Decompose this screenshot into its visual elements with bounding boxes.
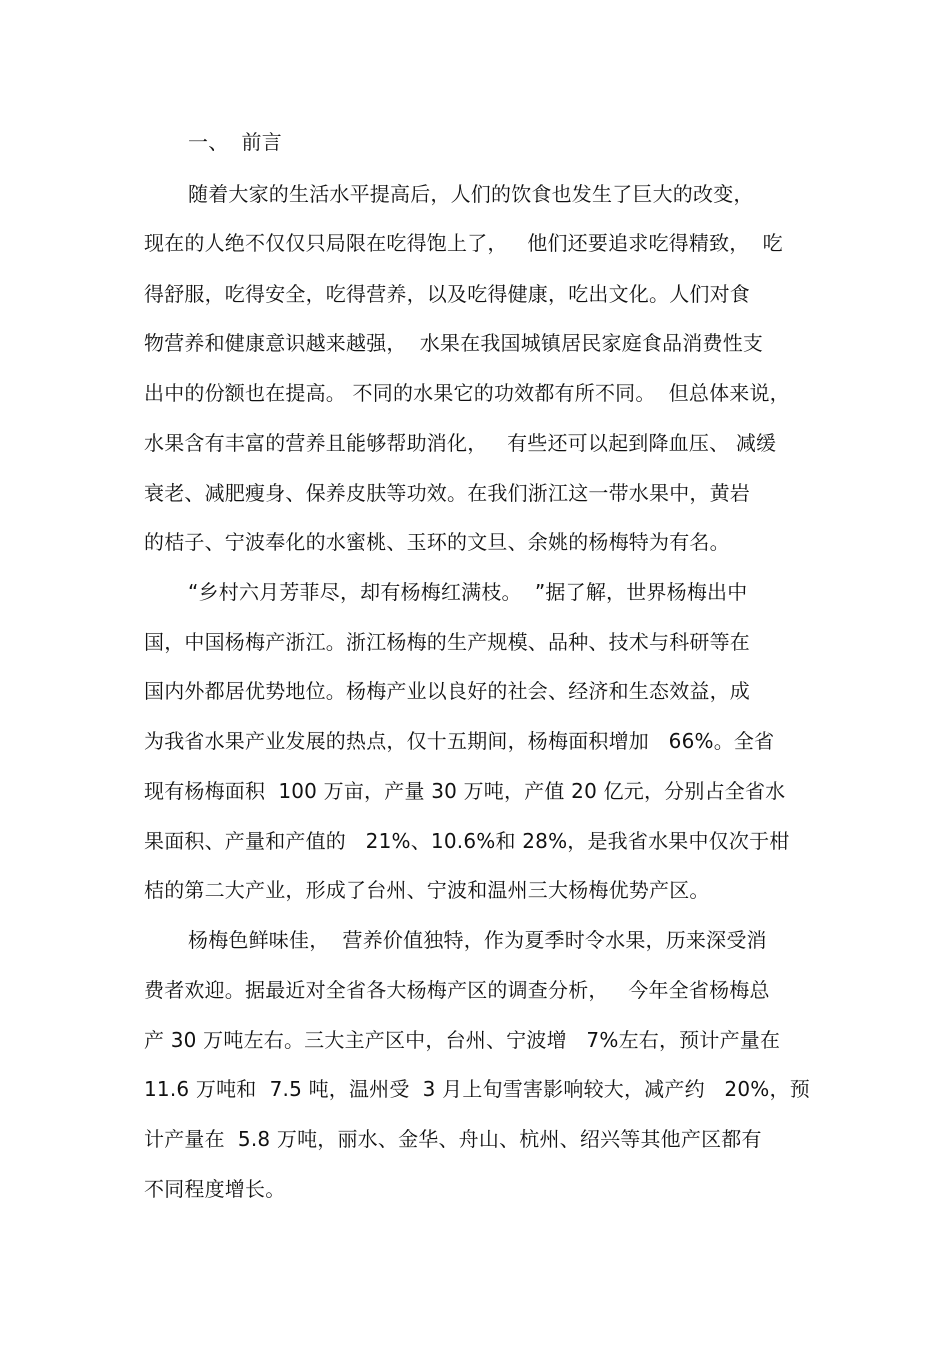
paragraph-3-line-5: 计产量在 5.8 万吨，丽水、金华、舟山、杭州、绍兴等其他产区都有 <box>144 1127 762 1151</box>
paragraph-3-line-4: 11.6 万吨和 7.5 吨，温州受 3 月上旬雪害影响较大，减产约 20%，预 <box>144 1077 810 1101</box>
paragraph-1-line-4: 物营养和健康意识越来越强， 水果在我国城镇居民家庭食品消费性支 <box>144 331 764 355</box>
paragraph-2-line-5: 现有杨梅面积 100 万亩，产量 30 万吨，产值 20 亿元，分别占全省水 <box>144 779 786 803</box>
paragraph-3-line-3: 产 30 万吨左右。三大主产区中，台州、宁波增 7%左右，预计产量在 <box>144 1028 781 1052</box>
paragraph-2-line-1: “乡村六月芳菲尽，却有杨梅红满枝。 ”据了解，世界杨梅出中 <box>188 580 748 604</box>
paragraph-2-line-7: 桔的第二大产业，形成了台州、宁波和温州三大杨梅优势产区。 <box>144 878 710 902</box>
paragraph-2-line-3: 国内外都居优势地位。杨梅产业以良好的社会、经济和生态效益，成 <box>144 679 750 703</box>
paragraph-2-line-2: 国，中国杨梅产浙江。浙江杨梅的生产规模、品种、技术与科研等在 <box>144 630 750 654</box>
paragraph-2-line-6: 果面积、产量和产值的 21%、10.6%和 28%，是我省水果中仅次于柑 <box>144 829 790 853</box>
section-heading: 一、 前言 <box>188 130 282 154</box>
paragraph-1-line-1: 随着大家的生活水平提高后，人们的饮食也发生了巨大的改变， <box>188 182 754 206</box>
paragraph-1-line-3: 得舒服，吃得安全，吃得营养，以及吃得健康，吃出文化。人们对食 <box>144 282 750 306</box>
paragraph-1-line-2: 现在的人绝不仅仅只局限在吃得饱上了， 他们还要追求吃得精致， 吃 <box>144 231 783 255</box>
paragraph-1-line-6: 水果含有丰富的营养且能够帮助消化， 有些还可以起到降血压、 减缓 <box>144 431 777 455</box>
paragraph-1-line-5: 出中的份额也在提高。 不同的水果它的功效都有所不同。 但总体来说， <box>144 381 790 405</box>
paragraph-2-line-4: 为我省水果产业发展的热点，仅十五期间，杨梅面积增加 66%。全省 <box>144 729 775 753</box>
paragraph-3-line-2: 费者欢迎。据最近对全省各大杨梅产区的调查分析， 今年全省杨梅总 <box>144 978 770 1002</box>
paragraph-3-line-6: 不同程度增长。 <box>144 1177 286 1201</box>
paragraph-3-line-1: 杨梅色鲜味佳， 营养价值独特，作为夏季时令水果，历来深受消 <box>188 928 767 952</box>
paragraph-1-line-7: 衰老、减肥瘦身、保养皮肤等功效。在我们浙江这一带水果中，黄岩 <box>144 481 750 505</box>
paragraph-1-line-8: 的桔子、宁波奉化的水蜜桃、玉环的文旦、余姚的杨梅特为有名。 <box>144 530 730 554</box>
